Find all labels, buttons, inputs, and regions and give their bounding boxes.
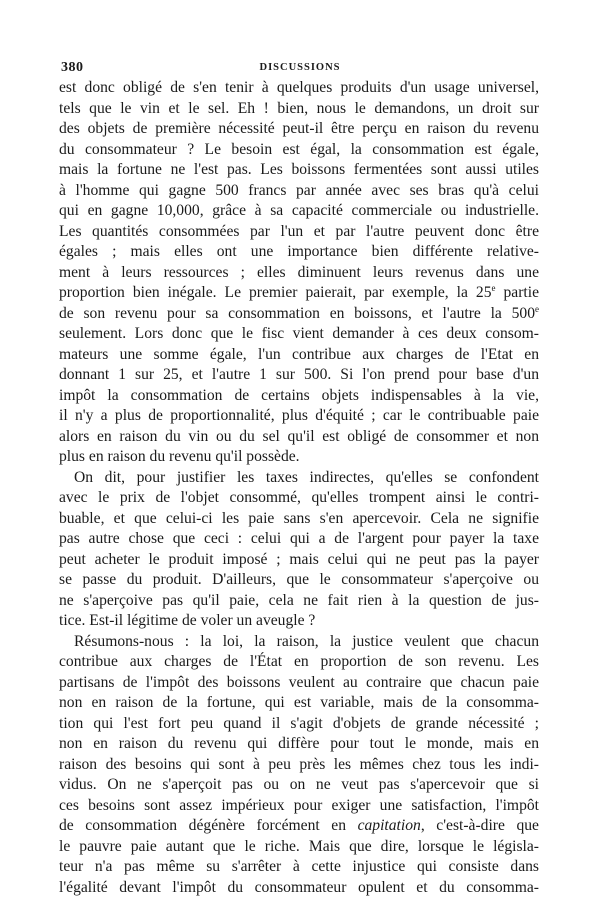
text-line: raison des besoins qui sont à peu près les mêmes chez tous les indi- [59,755,539,776]
text-line: plus en raison du revenu qu'il possède. [59,447,539,468]
text-line: mateurs une somme égale, l'un contribue aux charges de l'Etat en [59,345,539,366]
text-line: vidus. On ne s'aperçoit pas ou on ne veut pas s'apercevoir que si [59,775,539,796]
text-line: avec le prix de l'objet consommé, qu'elles trompent ainsi le contri- [59,488,539,509]
text-line: à l'homme qui gagne 500 francs par année avec ses bras qu'à celui [59,181,539,202]
text-line: alors en raison du vin ou du sel qu'il est obligé de consommer et non [59,427,539,448]
text-line: ces besoins sont assez impérieux pour exiger une satisfaction, l'impôt [59,796,539,817]
paragraph [59,468,539,632]
text-line: Les quantités consommées par l'un et par l'autre peuvent donc être [59,222,539,243]
text-line: qui en gagne 10,000, grâce à sa capacité commerciale ou industrielle. [59,201,539,222]
section-title: DISCUSSIONS [61,62,539,73]
text-line: se passe du produit. D'ailleurs, que le consommateur s'aperçoive ou [59,570,539,591]
text-line: proportion bien inégale. Le premier paierait, par exemple, la 25e partie [59,283,539,304]
text-line: contribue aux charges de l'État en proportion de son revenu. Les [59,652,539,673]
text-line: tels que le vin et le sel. Eh ! bien, nous le demandons, un droit sur [59,99,539,120]
text-line: peut acheter le produit imposé ; mais celui qui ne peut pas la payer [59,550,539,571]
text-line: mais la fortune ne l'est pas. Les boissons fermentées sont aussi utiles [59,160,539,181]
text-line: partisans de l'impôt des boissons veulent au contraire que chacun paie [59,673,539,694]
text-line: tion qui l'est fort peu quand il s'agit d'objets de grande nécessité ; [59,714,539,735]
text-line: non en raison de la fortune, qui est variable, mais de la consomma- [59,693,539,714]
paragraph [59,632,539,898]
paragraph [59,78,539,468]
text-line: des objets de première nécessité peut-il être perçu en raison du revenu [59,119,539,140]
text-line: On dit, pour justifier les taxes indirectes, qu'elles se confondent [59,468,539,489]
text-line: de son revenu pour sa consommation en boissons, et l'autre la 500e [59,304,539,325]
text-line: le pauvre paie autant que le riche. Mais que dire, lorsque le législa- [59,837,539,858]
text-line: ment à leurs ressources ; elles diminuent leurs revenus dans une [59,263,539,284]
text-line: est donc obligé de s'en tenir à quelques produits d'un usage universel, [59,78,539,99]
text-line: égales ; mais elles ont une importance bien différente relative- [59,242,539,263]
text-line: impôt la consommation de certains objets indispensables à la vie, [59,386,539,407]
text-line: du consommateur ? Le besoin est égal, la consommation est égale, [59,140,539,161]
page-number: 380 [61,60,84,76]
text-line: ne s'aperçoive pas qu'il paie, cela ne fait rien à la question de jus- [59,591,539,612]
text-line: de consommation dégénère forcément en capitation, c'est-à-dire que [59,816,539,837]
text-line: teur n'a pas même su s'arrêter à cette injustice qui consiste dans [59,857,539,878]
text-line: Résumons-nous : la loi, la raison, la justice veulent que chacun [59,632,539,653]
text-line: il n'y a plus de proportionnalité, plus d'équité ; car le contribuable paie [59,406,539,427]
text-line: pas autre chose que ceci : celui qui a de l'argent pour payer la taxe [59,529,539,550]
text-line: l'égalité devant l'impôt du consommateur opulent et du consomma- [59,878,539,898]
running-head [61,60,539,76]
text-line: seulement. Lors donc que le fisc vient demander à ces deux consom- [59,324,539,345]
text-line: tice. Est-il légitime de voler un aveugle ? [59,611,539,632]
text-line: donnant 1 sur 25, et l'autre 1 sur 500. Si l'on prend pour base d'un [59,365,539,386]
body-text [59,78,539,898]
text-line: non en raison du revenu qui diffère pour tout le monde, mais en [59,734,539,755]
text-line: buable, et que celui-ci les paie sans s'en apercevoir. Cela ne signifie [59,509,539,530]
